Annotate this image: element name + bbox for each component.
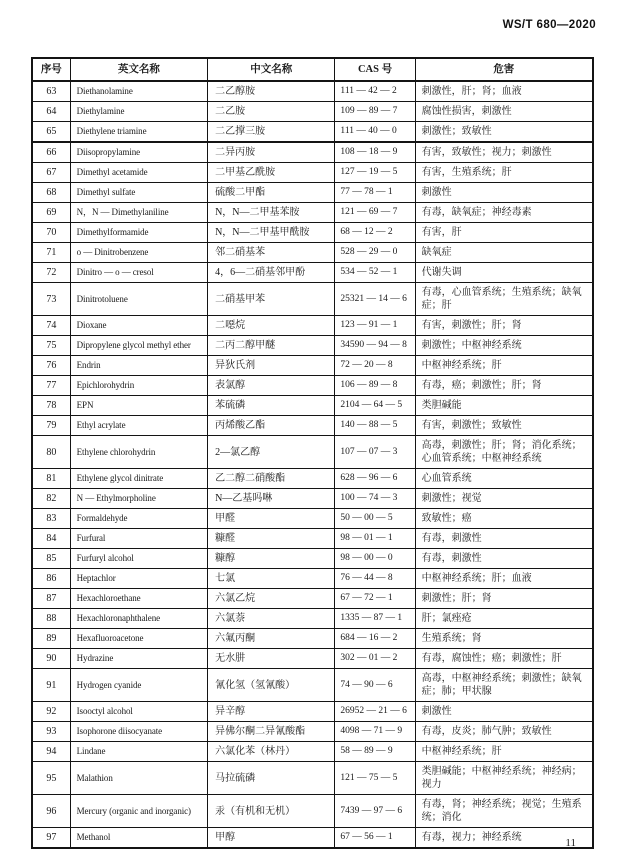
- cell-cas-number: 534 — 52 — 1: [335, 263, 415, 283]
- cell-english-name: Hexachloronaphthalene: [70, 609, 207, 629]
- table-row: [32, 722, 593, 742]
- cell-cas-number: 121 — 69 — 7: [335, 203, 415, 223]
- table-row: [32, 102, 593, 122]
- cell-index: 96: [32, 795, 70, 828]
- cell-hazard: 中枢神经系统；肝；血液: [415, 569, 593, 589]
- cell-hazard: 刺激性: [415, 702, 593, 722]
- cell-chinese-name: 2—氯乙醇: [208, 436, 335, 469]
- cell-cas-number: 67 — 56 — 1: [335, 828, 415, 849]
- cell-hazard: 心血管系统: [415, 469, 593, 489]
- cell-index: 94: [32, 742, 70, 762]
- cell-hazard: 肝；氯痤疮: [415, 609, 593, 629]
- cell-english-name: Diethanolamine: [70, 81, 207, 102]
- cell-english-name: Hexafluoroacetone: [70, 629, 207, 649]
- cell-hazard: 有害，肝: [415, 223, 593, 243]
- cell-english-name: N，N — Dimethylaniline: [70, 203, 207, 223]
- table-row: [32, 142, 593, 163]
- cell-hazard: 有害，致敏性；视力；刺激性: [415, 142, 593, 163]
- table-body: [32, 81, 593, 848]
- table-row: [32, 243, 593, 263]
- cell-chinese-name: 邻二硝基苯: [208, 243, 335, 263]
- header-row: [32, 58, 593, 81]
- cell-index: 65: [32, 122, 70, 143]
- cell-english-name: Dimethyl acetamide: [70, 163, 207, 183]
- cell-cas-number: 140 — 88 — 5: [335, 416, 415, 436]
- cell-index: 97: [32, 828, 70, 849]
- column-header-hazard: 危害: [415, 58, 593, 81]
- cell-chinese-name: 六氯乙烷: [208, 589, 335, 609]
- table-row: [32, 263, 593, 283]
- table-row: [32, 81, 593, 102]
- cell-hazard: 有毒，视力；神经系统: [415, 828, 593, 849]
- cell-index: 68: [32, 183, 70, 203]
- cell-chinese-name: N，N—二甲基苯胺: [208, 203, 335, 223]
- cell-english-name: Diisopropylamine: [70, 142, 207, 163]
- cell-cas-number: 26952 — 21 — 6: [335, 702, 415, 722]
- cell-hazard: 刺激性；肝；肾: [415, 589, 593, 609]
- cell-cas-number: 302 — 01 — 2: [335, 649, 415, 669]
- cell-index: 73: [32, 283, 70, 316]
- cell-hazard: 中枢神经系统；肝: [415, 742, 593, 762]
- cell-english-name: Furfuryl alcohol: [70, 549, 207, 569]
- cell-index: 85: [32, 549, 70, 569]
- cell-cas-number: 121 — 75 — 5: [335, 762, 415, 795]
- cell-index: 84: [32, 529, 70, 549]
- table-row: [32, 336, 593, 356]
- cell-cas-number: 68 — 12 — 2: [335, 223, 415, 243]
- cell-english-name: Diethylamine: [70, 102, 207, 122]
- cell-cas-number: 106 — 89 — 8: [335, 376, 415, 396]
- table-row: [32, 316, 593, 336]
- cell-cas-number: 100 — 74 — 3: [335, 489, 415, 509]
- cell-hazard: 腐蚀性损害，刺激性: [415, 102, 593, 122]
- cell-cas-number: 72 — 20 — 8: [335, 356, 415, 376]
- cell-english-name: N — Ethylmorpholine: [70, 489, 207, 509]
- cell-index: 70: [32, 223, 70, 243]
- cell-chinese-name: N，N—二甲基甲酰胺: [208, 223, 335, 243]
- cell-cas-number: 2104 — 64 — 5: [335, 396, 415, 416]
- cell-english-name: Hydrogen cyanide: [70, 669, 207, 702]
- column-header-index: 序号: [32, 58, 70, 81]
- cell-english-name: Dinitro — o — cresol: [70, 263, 207, 283]
- cell-hazard: 有害，刺激性；致敏性: [415, 416, 593, 436]
- cell-chinese-name: 二乙撑三胺: [208, 122, 335, 143]
- cell-chinese-name: 二噁烷: [208, 316, 335, 336]
- cell-english-name: Dipropylene glycol methyl ether: [70, 336, 207, 356]
- cell-index: 79: [32, 416, 70, 436]
- table-row: [32, 283, 593, 316]
- cell-cas-number: 684 — 16 — 2: [335, 629, 415, 649]
- cell-cas-number: 107 — 07 — 3: [335, 436, 415, 469]
- cell-cas-number: 528 — 29 — 0: [335, 243, 415, 263]
- cell-english-name: Ethylene chlorohydrin: [70, 436, 207, 469]
- cell-chinese-name: 二乙醇胺: [208, 81, 335, 102]
- cell-index: 63: [32, 81, 70, 102]
- table-row: [32, 376, 593, 396]
- cell-index: 78: [32, 396, 70, 416]
- table-row: [32, 122, 593, 143]
- cell-english-name: Dimethyl sulfate: [70, 183, 207, 203]
- table-row: [32, 669, 593, 702]
- table-row: [32, 629, 593, 649]
- cell-english-name: Diethylene triamine: [70, 122, 207, 143]
- cell-chinese-name: 六氯萘: [208, 609, 335, 629]
- page-number: 11: [565, 837, 576, 849]
- cell-cas-number: 628 — 96 — 6: [335, 469, 415, 489]
- table-row: [32, 762, 593, 795]
- cell-chinese-name: 无水肼: [208, 649, 335, 669]
- cell-english-name: Dioxane: [70, 316, 207, 336]
- cell-index: 82: [32, 489, 70, 509]
- chemical-hazard-table: [31, 57, 594, 849]
- cell-cas-number: 98 — 00 — 0: [335, 549, 415, 569]
- cell-hazard: 缺氧症: [415, 243, 593, 263]
- table-row: [32, 649, 593, 669]
- cell-cas-number: 34590 — 94 — 8: [335, 336, 415, 356]
- cell-index: 89: [32, 629, 70, 649]
- cell-index: 95: [32, 762, 70, 795]
- column-header-cas-number: CAS 号: [335, 58, 415, 81]
- cell-english-name: Methanol: [70, 828, 207, 849]
- cell-chinese-name: 七氯: [208, 569, 335, 589]
- cell-english-name: Malathion: [70, 762, 207, 795]
- cell-cas-number: 1335 — 87 — 1: [335, 609, 415, 629]
- cell-index: 64: [32, 102, 70, 122]
- cell-hazard: 刺激性；中枢神经系统: [415, 336, 593, 356]
- cell-chinese-name: 异佛尔酮二异氰酸酯: [208, 722, 335, 742]
- cell-index: 69: [32, 203, 70, 223]
- cell-hazard: 有毒，肾；神经系统；视觉；生殖系统；消化: [415, 795, 593, 828]
- cell-hazard: 刺激性；致敏性: [415, 122, 593, 143]
- table-row: [32, 549, 593, 569]
- cell-cas-number: 109 — 89 — 7: [335, 102, 415, 122]
- cell-cas-number: 58 — 89 — 9: [335, 742, 415, 762]
- cell-chinese-name: 乙二醇二硝酸酯: [208, 469, 335, 489]
- cell-hazard: 有毒，癌；刺激性；肝；肾: [415, 376, 593, 396]
- cell-index: 93: [32, 722, 70, 742]
- cell-english-name: Dinitrotoluene: [70, 283, 207, 316]
- cell-chinese-name: 马拉硫磷: [208, 762, 335, 795]
- cell-index: 83: [32, 509, 70, 529]
- cell-index: 76: [32, 356, 70, 376]
- table-row: [32, 702, 593, 722]
- cell-cas-number: 111 — 40 — 0: [335, 122, 415, 143]
- cell-cas-number: 127 — 19 — 5: [335, 163, 415, 183]
- cell-english-name: Isooctyl alcohol: [70, 702, 207, 722]
- cell-chinese-name: 硫酸二甲酯: [208, 183, 335, 203]
- cell-hazard: 类胆碱能；中枢神经系统；神经病；视力: [415, 762, 593, 795]
- cell-english-name: Formaldehyde: [70, 509, 207, 529]
- table-row: [32, 489, 593, 509]
- cell-hazard: 高毒，中枢神经系统；刺激性；缺氧症；肺；甲状腺: [415, 669, 593, 702]
- cell-hazard: 有毒，心血管系统；生殖系统；缺氧症；肝: [415, 283, 593, 316]
- cell-index: 77: [32, 376, 70, 396]
- standard-number: WS/T 680—2020: [502, 19, 596, 31]
- cell-hazard: 有毒，刺激性: [415, 529, 593, 549]
- cell-english-name: Furfural: [70, 529, 207, 549]
- cell-chinese-name: 六氯化苯（林丹）: [208, 742, 335, 762]
- cell-hazard: 代谢失调: [415, 263, 593, 283]
- column-header-english-name: 英文名称: [70, 58, 207, 81]
- cell-cas-number: 4098 — 71 — 9: [335, 722, 415, 742]
- cell-hazard: 刺激性，肝；肾；血液: [415, 81, 593, 102]
- table-row: [32, 828, 593, 849]
- cell-cas-number: 67 — 72 — 1: [335, 589, 415, 609]
- cell-index: 88: [32, 609, 70, 629]
- cell-chinese-name: 二异丙胺: [208, 142, 335, 163]
- cell-index: 72: [32, 263, 70, 283]
- table-row: [32, 469, 593, 489]
- table-row: [32, 529, 593, 549]
- cell-index: 75: [32, 336, 70, 356]
- table-row: [32, 163, 593, 183]
- cell-hazard: 刺激性: [415, 183, 593, 203]
- cell-cas-number: 50 — 00 — 5: [335, 509, 415, 529]
- cell-english-name: Ethyl acrylate: [70, 416, 207, 436]
- cell-hazard: 刺激性；视觉: [415, 489, 593, 509]
- table-row: [32, 416, 593, 436]
- cell-cas-number: 76 — 44 — 8: [335, 569, 415, 589]
- cell-hazard: 生殖系统；肾: [415, 629, 593, 649]
- cell-english-name: Dimethylformamide: [70, 223, 207, 243]
- cell-hazard: 有毒，腐蚀性；癌；刺激性；肝: [415, 649, 593, 669]
- table-row: [32, 203, 593, 223]
- cell-index: 86: [32, 569, 70, 589]
- cell-cas-number: 7439 — 97 — 6: [335, 795, 415, 828]
- column-header-chinese-name: 中文名称: [208, 58, 335, 81]
- cell-hazard: 类胆碱能: [415, 396, 593, 416]
- cell-chinese-name: 二甲基乙酰胺: [208, 163, 335, 183]
- cell-index: 74: [32, 316, 70, 336]
- cell-hazard: 致敏性；癌: [415, 509, 593, 529]
- table-row: [32, 436, 593, 469]
- cell-chinese-name: 苯硫磷: [208, 396, 335, 416]
- cell-english-name: Ethylene glycol dinitrate: [70, 469, 207, 489]
- cell-chinese-name: N—乙基吗啉: [208, 489, 335, 509]
- cell-hazard: 有毒，皮炎；肺气肿；致敏性: [415, 722, 593, 742]
- cell-cas-number: 98 — 01 — 1: [335, 529, 415, 549]
- cell-chinese-name: 异狄氏剂: [208, 356, 335, 376]
- cell-index: 91: [32, 669, 70, 702]
- cell-chinese-name: 二丙二醇甲醚: [208, 336, 335, 356]
- cell-chinese-name: 六氟丙酮: [208, 629, 335, 649]
- cell-chinese-name: 表氯醇: [208, 376, 335, 396]
- cell-hazard: 有毒，刺激性: [415, 549, 593, 569]
- cell-english-name: Epichlorohydrin: [70, 376, 207, 396]
- cell-cas-number: 74 — 90 — 6: [335, 669, 415, 702]
- table-row: [32, 183, 593, 203]
- cell-index: 90: [32, 649, 70, 669]
- cell-chinese-name: 氰化氢（氢氰酸）: [208, 669, 335, 702]
- table-row: [32, 609, 593, 629]
- cell-english-name: Mercury (organic and inorganic): [70, 795, 207, 828]
- table-row: [32, 589, 593, 609]
- cell-english-name: Heptachlor: [70, 569, 207, 589]
- table-row: [32, 742, 593, 762]
- cell-english-name: Hydrazine: [70, 649, 207, 669]
- cell-cas-number: 123 — 91 — 1: [335, 316, 415, 336]
- cell-chinese-name: 丙烯酸乙酯: [208, 416, 335, 436]
- cell-chinese-name: 糠醇: [208, 549, 335, 569]
- cell-index: 66: [32, 142, 70, 163]
- cell-chinese-name: 甲醛: [208, 509, 335, 529]
- cell-hazard: 有毒，缺氧症；神经毒素: [415, 203, 593, 223]
- cell-hazard: 有害，生殖系统；肝: [415, 163, 593, 183]
- table-header: [32, 58, 593, 81]
- cell-chinese-name: 汞（有机和无机）: [208, 795, 335, 828]
- cell-english-name: Endrin: [70, 356, 207, 376]
- cell-english-name: Hexachloroethane: [70, 589, 207, 609]
- cell-hazard: 有害，刺激性；肝；肾: [415, 316, 593, 336]
- table-row: [32, 223, 593, 243]
- cell-index: 81: [32, 469, 70, 489]
- cell-cas-number: 108 — 18 — 9: [335, 142, 415, 163]
- cell-index: 67: [32, 163, 70, 183]
- cell-cas-number: 111 — 42 — 2: [335, 81, 415, 102]
- cell-hazard: 高毒，刺激性；肝；肾；消化系统；心血管系统；中枢神经系统: [415, 436, 593, 469]
- cell-index: 71: [32, 243, 70, 263]
- table-row: [32, 509, 593, 529]
- cell-english-name: Lindane: [70, 742, 207, 762]
- table-row: [32, 795, 593, 828]
- cell-index: 87: [32, 589, 70, 609]
- cell-chinese-name: 糠醛: [208, 529, 335, 549]
- table-row: [32, 569, 593, 589]
- cell-chinese-name: 4，6—二硝基邻甲酚: [208, 263, 335, 283]
- cell-english-name: EPN: [70, 396, 207, 416]
- cell-english-name: o — Dinitrobenzene: [70, 243, 207, 263]
- cell-index: 92: [32, 702, 70, 722]
- cell-chinese-name: 二硝基甲苯: [208, 283, 335, 316]
- cell-chinese-name: 二乙胺: [208, 102, 335, 122]
- table-row: [32, 356, 593, 376]
- table-row: [32, 396, 593, 416]
- cell-hazard: 中枢神经系统；肝: [415, 356, 593, 376]
- cell-chinese-name: 甲醇: [208, 828, 335, 849]
- cell-cas-number: 25321 — 14 — 6: [335, 283, 415, 316]
- cell-cas-number: 77 — 78 — 1: [335, 183, 415, 203]
- cell-chinese-name: 异辛醇: [208, 702, 335, 722]
- cell-english-name: Isophorone diisocyanate: [70, 722, 207, 742]
- cell-index: 80: [32, 436, 70, 469]
